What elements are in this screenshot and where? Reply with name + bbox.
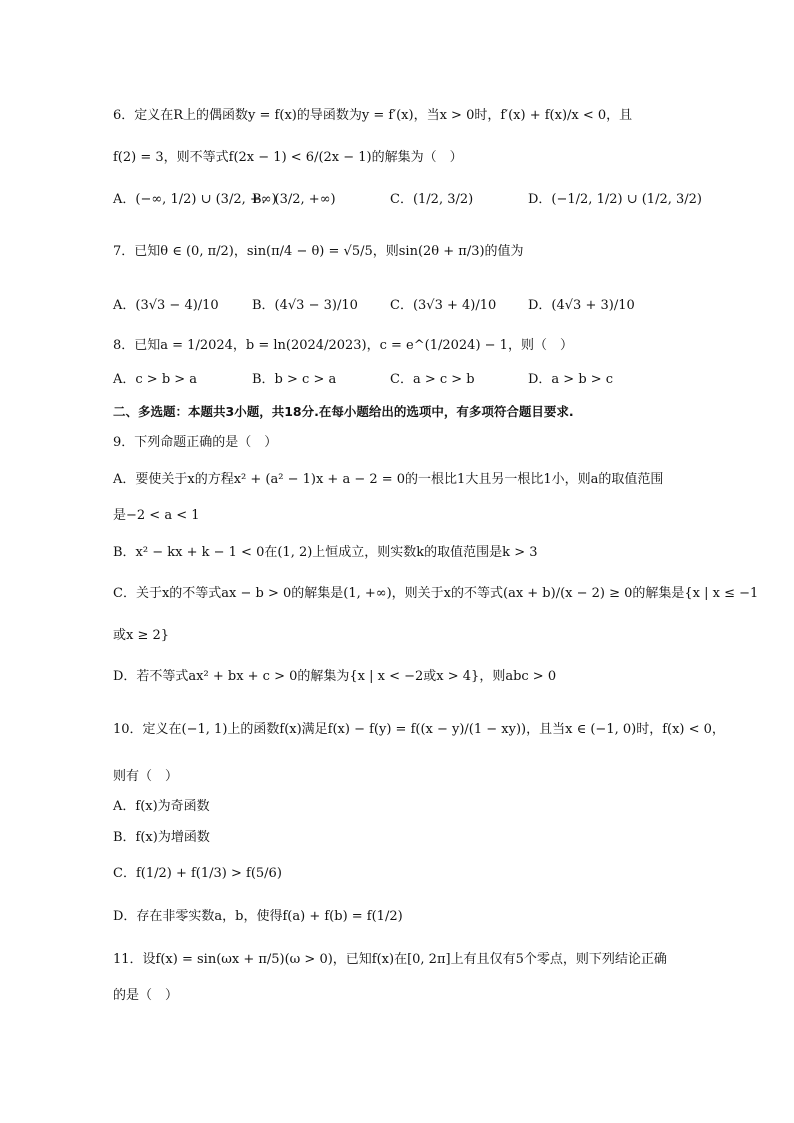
question-9-option-b: B．x² − kx + k − 1 < 0在(1, 2)上恒成立，则实数k的取值范围是k > 3 (113, 545, 538, 560)
question-6-option-b: B．(3/2, +∞) (252, 192, 336, 207)
question-8-option-d: D．a > b > c (528, 372, 614, 387)
question-10-option-c: C．f(1/2) + f(1/3) > f(5/6) (113, 866, 282, 881)
question-10-line-2: 则有（ ） (113, 769, 179, 784)
question-7-line-1: 7．已知θ ∈ (0, π/2)，sin(π/4 − θ) = √5/5，则sin(2θ + π/3)的值为 (113, 244, 524, 259)
question-7-option-b: B．(4√3 − 3)/10 (252, 298, 358, 313)
question-8-option-c: C．a > c > b (390, 372, 475, 387)
section-heading: 二、多选题：本题共3小题，共18分.在每小题给出的选项中，有多项符合题目要求. (113, 404, 574, 419)
question-10-option-a: A．f(x)为奇函数 (113, 799, 210, 814)
question-7-option-d: D．(4√3 + 3)/10 (528, 298, 635, 313)
question-9-option-a-line-1: A．要使关于x的方程x² + (a² − 1)x + a − 2 = 0的一根比1大且另一根比1小，则a的取值范围 (113, 472, 664, 487)
question-6-line-2: f(2) = 3，则不等式f(2x − 1) < 6/(2x − 1)的解集为（ ） (113, 150, 463, 165)
question-7-option-c: C．(3√3 + 4)/10 (390, 298, 497, 313)
question-9-option-a-line-2: 是−2 < a < 1 (113, 508, 200, 523)
question-10-option-b: B．f(x)为增函数 (113, 830, 210, 845)
question-6-option-d: D．(−1/2, 1/2) ∪ (1/2, 3/2) (528, 192, 702, 207)
question-10-option-d: D．存在非零实数a，b，使得f(a) + f(b) = f(1/2) (113, 909, 403, 924)
question-7-option-a: A．(3√3 − 4)/10 (113, 298, 219, 313)
question-8-option-b: B．b > c > a (252, 372, 337, 387)
question-6-option-c: C．(1/2, 3/2) (390, 192, 474, 207)
question-11-line-2: 的是（ ） (113, 988, 179, 1003)
question-11-line-1: 11．设f(x) = sin(ωx + π/5)(ω > 0)，已知f(x)在[0, 2π]上有且仅有5个零点，则下列结论正确 (113, 952, 667, 967)
question-6-line-1: 6．定义在R上的偶函数y = f(x)的导函数为y = f′(x)，当x > 0时，f′(x) + f(x)/x < 0，且 (113, 108, 633, 123)
question-9-line-1: 9．下列命题正确的是（ ） (113, 435, 278, 450)
question-8-line-1: 8．已知a = 1/2024，b = ln(2024/2023)，c = e^(1/2024) − 1，则（ ） (113, 338, 573, 353)
question-9-option-c-line-2: 或x ≥ 2} (113, 628, 170, 643)
question-9-option-d: D．若不等式ax² + bx + c > 0的解集为{x | x < −2或x > 4}，则abc > 0 (113, 669, 557, 684)
question-6-option-a: A．(−∞, 1/2) ∪ (3/2, +∞) (113, 192, 277, 207)
question-10-line-1: 10．定义在(−1, 1)上的函数f(x)满足f(x) − f(y) = f((x − y)/(1 − xy))，且当x ∈ (−1, 0)时，f(x) < 0， (113, 722, 725, 737)
question-9-option-c-line-1: C．关于x的不等式ax − b > 0的解集是(1, +∞)，则关于x的不等式(ax + b)/(x − 2) ≥ 0的解集是{x | x ≤ −1 (113, 586, 759, 601)
question-8-option-a: A．c > b > a (113, 372, 198, 387)
